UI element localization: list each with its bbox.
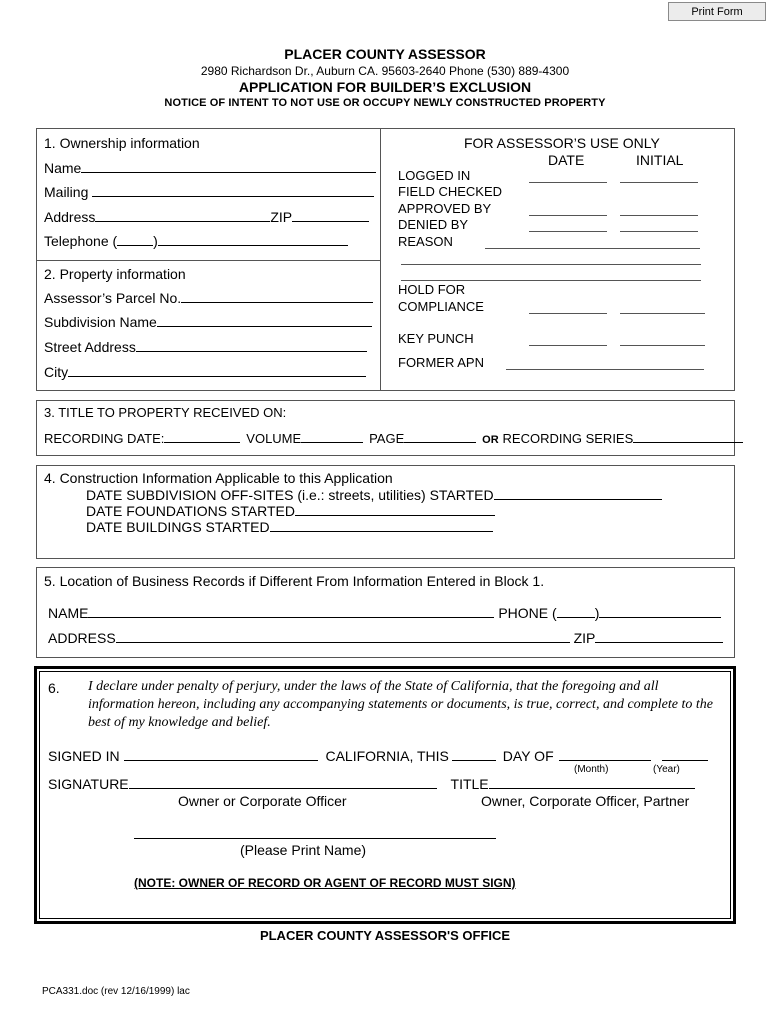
section1-heading: 1. Ownership information: [44, 135, 200, 151]
name-label: Name: [44, 160, 82, 176]
parcel-field[interactable]: [44, 290, 373, 306]
section4-heading: 4. Construction Information Applicable to this Application: [44, 470, 393, 486]
assessor-initial-col: INITIAL: [636, 152, 684, 168]
records-zip-label: ZIP: [573, 630, 596, 646]
hold-for-label: HOLD FOR: [398, 282, 466, 297]
signed-in-field[interactable]: [48, 748, 708, 764]
hold-date-line[interactable]: [529, 303, 607, 314]
records-address-label: ADDRESS: [48, 630, 116, 646]
offsites-started-field[interactable]: [86, 487, 662, 503]
signature-field[interactable]: [48, 776, 695, 792]
document-reference: PCA331.doc (rev 12/16/1999) lac: [42, 986, 190, 997]
compliance-label: COMPLIANCE: [398, 299, 484, 314]
assessor-heading: FOR ASSESSOR’S USE ONLY: [464, 135, 660, 151]
form-title: APPLICATION FOR BUILDER’S EXCLUSION: [238, 79, 532, 95]
approved-date-line[interactable]: [529, 205, 607, 216]
field-checked-label: FIELD CHECKED: [398, 184, 503, 199]
telephone-field[interactable]: [44, 233, 348, 249]
section3-heading: 3. TITLE TO PROPERTY RECEIVED ON:: [44, 405, 287, 420]
logged-in-date-line[interactable]: [529, 172, 607, 183]
approved-initial-line[interactable]: [620, 205, 698, 216]
owner-officer-caption: Owner or Corporate Officer: [178, 793, 347, 809]
signed-in-label: SIGNED IN: [48, 748, 120, 764]
month-label: (Month): [574, 764, 609, 775]
records-phone-close: ): [594, 605, 600, 621]
note-text: (NOTE: OWNER OF RECORD OR AGENT OF RECORD MUST SIGN): [134, 876, 516, 890]
former-apn-line[interactable]: [506, 359, 704, 370]
recording-date-label: RECORDING DATE:: [44, 431, 165, 446]
reason-line-2[interactable]: [401, 254, 701, 265]
logged-in-label: LOGGED IN: [398, 168, 471, 183]
form-subtitle: NOTICE OF INTENT TO NOT USE OR OCCUPY NEWLY CONSTRUCTED PROPERTY: [164, 97, 606, 109]
title-label: TITLE: [450, 776, 489, 792]
denied-date-line[interactable]: [529, 221, 607, 232]
signature-label: SIGNATURE: [48, 776, 129, 792]
street-field[interactable]: [44, 339, 367, 355]
footer-office: PLACER COUNTY ASSESSOR'S OFFICE: [259, 928, 511, 943]
key-punch-date-line[interactable]: [529, 335, 607, 346]
address-label: Address: [44, 209, 96, 225]
or-label: OR: [482, 434, 499, 446]
denied-initial-line[interactable]: [620, 221, 698, 232]
buildings-started-field[interactable]: [86, 519, 493, 535]
key-punch-initial-line[interactable]: [620, 335, 705, 346]
california-this-label: CALIFORNIA, THIS: [325, 748, 449, 764]
telephone-label: Telephone (: [44, 233, 118, 249]
subdivision-label: Subdivision Name: [44, 314, 157, 330]
volume-label: VOLUME: [246, 431, 302, 446]
page-label: PAGE: [369, 431, 405, 446]
records-name-field[interactable]: [48, 605, 721, 621]
section5-heading: 5. Location of Business Records if Different From Information Entered in Block 1.: [44, 573, 545, 589]
records-phone-label: PHONE (: [498, 605, 557, 621]
former-apn-label: FORMER APN: [398, 355, 484, 370]
agency-address: 2980 Richardson Dr., Auburn CA. 95603-2640 Phone (530) 889-4300: [200, 64, 570, 78]
owner-address-field[interactable]: [44, 209, 369, 225]
reason-line[interactable]: [485, 238, 700, 249]
city-label: City: [44, 364, 69, 380]
parcel-label: Assessor’s Parcel No.: [44, 290, 182, 306]
print-name-line[interactable]: [134, 838, 496, 839]
day-of-label: DAY OF: [502, 748, 554, 764]
foundations-label: DATE FOUNDATIONS STARTED: [86, 503, 295, 519]
subdivision-field[interactable]: [44, 314, 372, 330]
records-address-field[interactable]: [48, 630, 723, 646]
street-label: Street Address: [44, 339, 136, 355]
telephone-close: ): [153, 233, 158, 249]
recording-series-label: RECORDING SERIES: [502, 431, 634, 446]
approved-by-label: APPROVED BY: [398, 201, 492, 216]
reason-label: REASON: [398, 234, 453, 249]
records-name-label: NAME: [48, 605, 89, 621]
assessor-date-col: DATE: [548, 152, 585, 168]
hold-initial-line[interactable]: [620, 303, 705, 314]
mailing-label: Mailing: [44, 184, 89, 200]
city-field[interactable]: [44, 364, 366, 380]
buildings-label: DATE BUILDINGS STARTED: [86, 519, 270, 535]
reason-line-3[interactable]: [401, 270, 701, 281]
foundations-started-field[interactable]: [86, 503, 495, 519]
section2-heading: 2. Property information: [44, 266, 186, 282]
recording-fields[interactable]: [44, 430, 743, 446]
agency-name: PLACER COUNTY ASSESSOR: [284, 46, 486, 62]
denied-by-label: DENIED BY: [398, 217, 469, 232]
mailing-field[interactable]: [44, 184, 374, 200]
print-form-button[interactable]: Print Form: [668, 2, 766, 21]
zip-label: ZIP: [270, 209, 293, 225]
offsites-label: DATE SUBDIVISION OFF-SITES (i.e.: streets, utilities) STARTED: [86, 487, 494, 503]
print-name-caption: (Please Print Name): [240, 842, 367, 858]
year-label: (Year): [653, 764, 680, 775]
declaration-text: I declare under penalty of perjury, under the laws of the State of California, that the foregoing and all information hereon, including any accompanying statements or documents, is true, correct, and complete to the best of my knowledge and belief.: [88, 679, 713, 730]
logged-in-initial-line[interactable]: [620, 172, 698, 183]
owner-name-field[interactable]: [44, 160, 376, 176]
section6-number: 6.: [48, 680, 60, 696]
key-punch-label: KEY PUNCH: [398, 331, 474, 346]
owner-officer-partner-caption: Owner, Corporate Officer, Partner: [481, 793, 690, 809]
